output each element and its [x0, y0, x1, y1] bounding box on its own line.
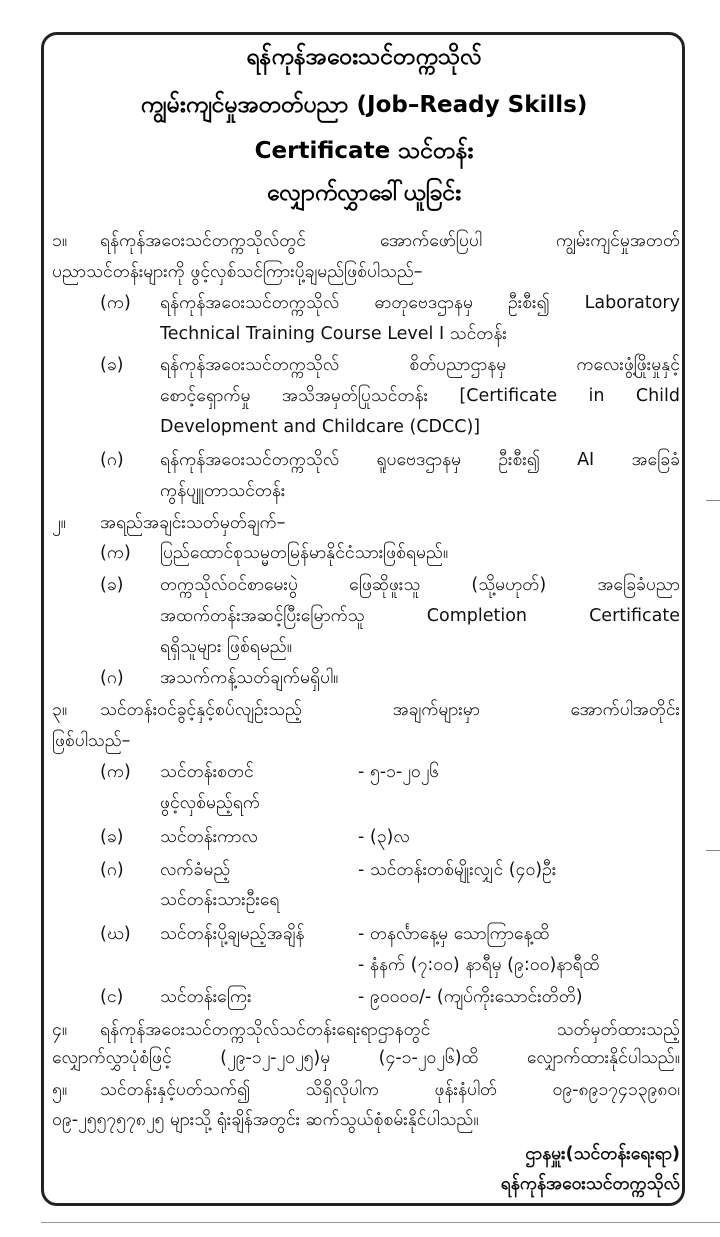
- signature-title: ဌာနမှူး(သင်တန်းရေးရာ): [525, 1144, 680, 1164]
- detail-label: ဖွင့်လှစ်မည့်ရက်: [160, 793, 261, 813]
- item-marker: (ဃ): [100, 924, 131, 944]
- item-text: ရရှိသူများ ဖြစ်ရမည်။: [160, 637, 293, 657]
- item-text: အသက်ကန့်သတ်ချက်မရှိပါ။: [160, 668, 339, 688]
- item-text: ရန်ကုန်အဝေးသင်တက္ကသိုလ် စိတ်ပညာဌာနမှ ကလေးဖွံ့ဖြိုးမှုနှင့်: [160, 355, 680, 375]
- section-number: ၂။: [52, 513, 66, 533]
- detail-label: သင်တန်းကြေး: [160, 987, 252, 1007]
- notice-title-course: Certificate သင်တန်း: [254, 138, 474, 164]
- detail-value: - သင်တန်းတစ်မျိုးလျှင် (၄၀)ဦး: [358, 860, 557, 880]
- detail-label: လက်ခံမည့်: [160, 860, 231, 880]
- detail-value: - တနင်္လာနေ့မှ သောကြာနေ့ထိ: [358, 924, 550, 944]
- item-marker: (ခ): [100, 827, 124, 847]
- item-text: ပြည်ထောင်စုသမ္မတမြန်မာနိုင်ငံသားဖြစ်ရမည်။: [160, 543, 449, 563]
- bottom-rule: [41, 1222, 720, 1223]
- section-number: ၃။: [52, 700, 68, 720]
- section-text: လျှောက်လွှာပုံစံဖြင့် (၂၉-၁၂-၂၀၂၅)မှ (၄-၁-၂၀၂၆)ထိ လျှောက်ထားနိုင်ပါသည်။: [52, 1048, 680, 1068]
- section-number: ၁။: [52, 231, 68, 251]
- item-text: စောင့်ရှောက်မှု အသိအမှတ်ပြုသင်တန်း [Certificate in Child: [160, 386, 680, 406]
- item-text: တက္ကသိုလ်ဝင်စာမေးပွဲ ဖြေဆိုဖူးသူ (သို့မဟုတ်) အခြေခံပညာ: [160, 575, 680, 595]
- item-text: ရန်ကုန်အဝေးသင်တက္ကသိုလ် ဓာတုဗေဒဌာနမှ ဦးစီး၍ Laboratory: [160, 293, 680, 313]
- section-text: ရန်ကုန်အဝေးသင်တက္ကသိုလ်တွင် အောက်ဖော်ပြပါ ကျွမ်းကျင်မှုအတတ်: [100, 231, 680, 251]
- section-number: ၄။: [52, 1020, 68, 1040]
- detail-label: သင်တန်းစတင်: [160, 762, 254, 782]
- detail-value: - နံနက် (၇:၀၀) နာရီမှ (၉:၀၀)နာရီထိ: [358, 955, 600, 975]
- detail-value: - ၅-၁-၂၀၂၆: [358, 762, 440, 782]
- section-text: ၀၉-၂၅၅၇၅၇၈၂၅ များသို့ ရုံးချိန်အတွင်း ဆက်သွယ်စုံစမ်းနိုင်ပါသည်။: [52, 1110, 479, 1130]
- section-text: အရည်အချင်းသတ်မှတ်ချက်–: [100, 513, 286, 533]
- section-text: ဖြစ်ပါသည်–: [52, 731, 131, 751]
- item-marker: (က): [100, 543, 131, 563]
- section-text: သင်တန်းနှင့်ပတ်သက်၍ သိရှိလိုပါက ဖုန်းနံပါတ် ၀၉-၈၉၁၇၄၁၃၉၈၀၊: [100, 1080, 680, 1100]
- signature-institution: ရန်ကုန်အဝေးသင်တက္ကသိုလ်: [500, 1174, 680, 1194]
- detail-label: သင်တန်းပို့ချမည့်အချိန်: [160, 924, 305, 944]
- notice-title-call: လျှောက်လွှာခေါ်ယူခြင်း: [266, 180, 462, 206]
- section-text: ရန်ကုန်အဝေးသင်တက္ကသိုလ်သင်တန်းရေးရာဌာနတွင် သတ်မှတ်ထားသည့်: [100, 1020, 680, 1040]
- item-marker: (ခ): [100, 575, 124, 595]
- item-marker: (က): [100, 762, 131, 782]
- notice-title-university: ရန်ကုန်အဝေးသင်တက္ကသိုလ်: [246, 44, 482, 70]
- item-text: Development and Childcare (CDCC)]: [160, 417, 481, 437]
- item-marker: (ခ): [100, 355, 124, 375]
- section-number: ၅။: [52, 1080, 68, 1100]
- edge-mark: [706, 850, 720, 851]
- item-text: အထက်တန်းအဆင့်ပြီးမြောက်သူ Completion Certificate: [160, 606, 680, 626]
- item-marker: (ဂ): [100, 450, 124, 470]
- item-marker: (ဂ): [100, 860, 124, 880]
- detail-label: သင်တန်းသားဦးရေ: [160, 890, 280, 910]
- item-text: ကွန်ပျူတာသင်တန်း: [160, 481, 286, 501]
- item-marker: (က): [100, 293, 131, 313]
- edge-mark: [706, 500, 720, 501]
- notice-title-program: ကျွမ်းကျင်မှုအတတ်ပညာ (Job–Ready Skills): [140, 92, 588, 118]
- section-text: သင်တန်းဝင်ခွင့်နှင့်စပ်လျဉ်းသည့် အချက်များမှာ အောက်ပါအတိုင်း: [100, 700, 680, 720]
- item-text: ရန်ကုန်အဝေးသင်တက္ကသိုလ် ရူပဗေဒဌာနမှ ဦးစီး၍ AI အခြေခံ: [160, 450, 680, 470]
- item-text: Technical Training Course Level I သင်တန်း: [160, 324, 507, 344]
- detail-label: သင်တန်းကာလ: [160, 827, 258, 847]
- item-marker: (င): [100, 987, 124, 1007]
- detail-value: - ၉၀၀၀၀/- (ကျပ်ကိုးသောင်းတိတိ): [358, 987, 583, 1007]
- detail-value: - (၃)လ: [358, 827, 410, 847]
- section-text: ပညာသင်တန်းများကို ဖွင့်လှစ်သင်ကြားပို့ချမည်ဖြစ်ပါသည်–: [52, 262, 423, 282]
- item-marker: (ဂ): [100, 668, 124, 688]
